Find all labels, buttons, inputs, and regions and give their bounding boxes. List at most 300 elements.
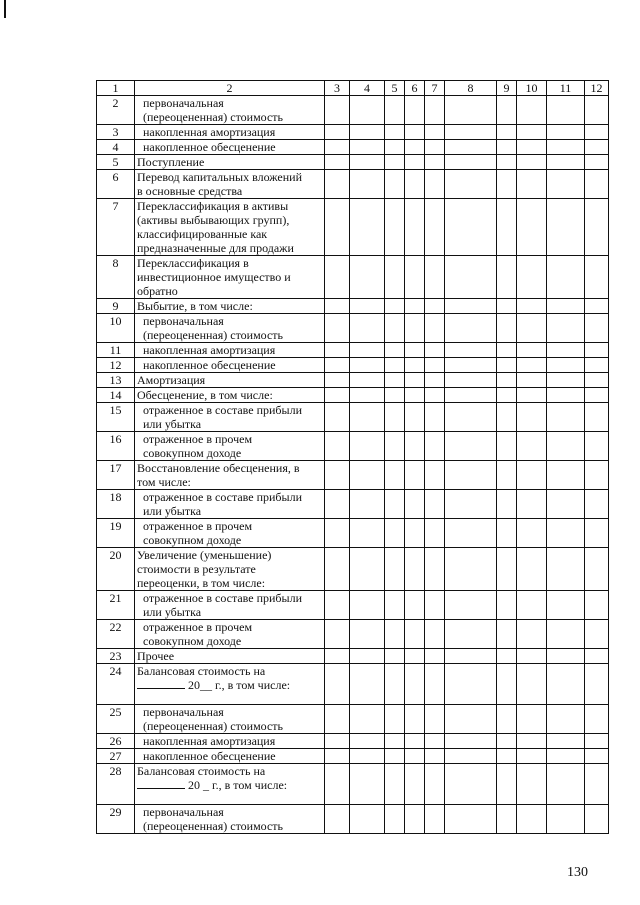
- empty-cell: [585, 170, 609, 199]
- row-label: [135, 343, 325, 358]
- empty-cell: [497, 256, 517, 299]
- empty-cell: [585, 805, 609, 834]
- row-number: 26: [97, 734, 135, 749]
- empty-cell: [585, 432, 609, 461]
- empty-cell: [385, 256, 405, 299]
- empty-cell: [405, 749, 425, 764]
- empty-cell: [405, 734, 425, 749]
- empty-cell: [445, 170, 497, 199]
- row-label-line: стоимости в результате: [137, 562, 256, 576]
- table-row: [97, 358, 609, 373]
- empty-cell: [517, 403, 547, 432]
- row-label-line: (переоцененная) стоимость: [143, 110, 284, 124]
- empty-cell: [350, 373, 385, 388]
- empty-cell: [425, 749, 445, 764]
- empty-cell: [350, 299, 385, 314]
- row-label: [135, 256, 325, 299]
- row-number: 11: [97, 343, 135, 358]
- empty-cell: [517, 358, 547, 373]
- empty-cell: [385, 299, 405, 314]
- empty-cell: [585, 490, 609, 519]
- table-row: [97, 388, 609, 403]
- empty-cell: [445, 490, 497, 519]
- empty-cell: [350, 170, 385, 199]
- empty-cell: [350, 343, 385, 358]
- empty-cell: [445, 620, 497, 649]
- empty-cell: [445, 548, 497, 591]
- row-label-line: или убытка: [143, 605, 202, 619]
- empty-cell: [585, 96, 609, 125]
- empty-cell: [585, 199, 609, 256]
- table-row: [97, 373, 609, 388]
- row-number: 15: [97, 403, 135, 432]
- empty-cell: [497, 620, 517, 649]
- row-label: [135, 519, 325, 548]
- empty-cell: [350, 155, 385, 170]
- empty-cell: [325, 170, 350, 199]
- empty-cell: [405, 299, 425, 314]
- row-label-line: обратно: [137, 284, 178, 298]
- empty-cell: [405, 764, 425, 805]
- empty-cell: [385, 432, 405, 461]
- row-label-line: отраженное в прочем: [143, 432, 253, 446]
- empty-cell: [547, 664, 585, 705]
- empty-cell: [497, 591, 517, 620]
- row-label-line: первоначальная: [143, 705, 224, 719]
- empty-cell: [445, 358, 497, 373]
- header-cell: 3: [325, 81, 350, 96]
- empty-cell: [547, 299, 585, 314]
- empty-cell: [405, 125, 425, 140]
- empty-cell: [350, 749, 385, 764]
- row-label: [135, 140, 325, 155]
- empty-cell: [547, 805, 585, 834]
- empty-cell: [547, 403, 585, 432]
- table-row: [97, 96, 609, 125]
- empty-cell: [547, 96, 585, 125]
- empty-cell: [405, 343, 425, 358]
- empty-cell: [325, 199, 350, 256]
- empty-cell: [497, 749, 517, 764]
- empty-cell: [517, 314, 547, 343]
- empty-cell: [585, 358, 609, 373]
- empty-cell: [325, 705, 350, 734]
- row-label-line: отраженное в прочем: [143, 620, 253, 634]
- empty-cell: [585, 140, 609, 155]
- empty-cell: [585, 403, 609, 432]
- row-number: 29: [97, 805, 135, 834]
- row-number: 4: [97, 140, 135, 155]
- empty-cell: [517, 649, 547, 664]
- spacer: [137, 692, 322, 704]
- empty-cell: [547, 199, 585, 256]
- row-number: 2: [97, 96, 135, 125]
- empty-cell: [325, 96, 350, 125]
- row-label-line: или убытка: [143, 417, 202, 431]
- empty-cell: [497, 461, 517, 490]
- empty-cell: [585, 519, 609, 548]
- row-number: 13: [97, 373, 135, 388]
- empty-cell: [517, 256, 547, 299]
- empty-cell: [425, 664, 445, 705]
- empty-cell: [445, 299, 497, 314]
- empty-cell: [497, 299, 517, 314]
- empty-cell: [405, 620, 425, 649]
- empty-cell: [405, 170, 425, 199]
- empty-cell: [547, 764, 585, 805]
- empty-cell: [517, 432, 547, 461]
- empty-cell: [585, 649, 609, 664]
- row-label-line: или убытка: [143, 504, 202, 518]
- row-label: [135, 649, 325, 664]
- empty-cell: [350, 734, 385, 749]
- row-number: 12: [97, 358, 135, 373]
- empty-cell: [325, 519, 350, 548]
- row-number: 28: [97, 764, 135, 805]
- row-label-line: Увеличение (уменьшение): [137, 548, 272, 562]
- empty-cell: [445, 140, 497, 155]
- row-label-line: (переоцененная) стоимость: [143, 328, 284, 342]
- empty-cell: [325, 388, 350, 403]
- header-cell: 5: [385, 81, 405, 96]
- row-label-line: совокупном доходе: [143, 533, 242, 547]
- date-fill-line: [137, 678, 322, 692]
- empty-cell: [405, 373, 425, 388]
- empty-cell: [497, 548, 517, 591]
- empty-cell: [325, 749, 350, 764]
- empty-cell: [405, 664, 425, 705]
- empty-cell: [350, 490, 385, 519]
- row-label-line: отраженное в составе прибыли: [143, 403, 303, 417]
- empty-cell: [405, 805, 425, 834]
- empty-cell: [425, 358, 445, 373]
- header-cell: 11: [547, 81, 585, 96]
- empty-cell: [350, 764, 385, 805]
- row-number: 17: [97, 461, 135, 490]
- empty-cell: [547, 432, 585, 461]
- empty-cell: [445, 461, 497, 490]
- empty-cell: [405, 705, 425, 734]
- empty-cell: [585, 664, 609, 705]
- empty-cell: [497, 734, 517, 749]
- empty-cell: [547, 649, 585, 664]
- empty-cell: [497, 664, 517, 705]
- row-label: [135, 96, 325, 125]
- empty-cell: [517, 548, 547, 591]
- empty-cell: [517, 199, 547, 256]
- table-row: [97, 764, 609, 805]
- empty-cell: [445, 373, 497, 388]
- row-label-line: накопленная амортизация: [143, 343, 276, 357]
- empty-cell: [325, 140, 350, 155]
- empty-cell: [445, 199, 497, 256]
- empty-cell: [350, 199, 385, 256]
- empty-cell: [405, 199, 425, 256]
- row-label: [135, 461, 325, 490]
- row-label: [135, 734, 325, 749]
- date-suffix: г., в том числе:: [215, 678, 291, 692]
- row-label-line: накопленное обесценение: [143, 749, 276, 763]
- empty-cell: [405, 461, 425, 490]
- empty-cell: [445, 403, 497, 432]
- date-fill-line: [137, 778, 322, 792]
- row-label: [135, 358, 325, 373]
- date-suffix: г., в том числе:: [212, 778, 288, 792]
- empty-cell: [385, 388, 405, 403]
- empty-cell: [585, 548, 609, 591]
- header-cell: 1: [97, 81, 135, 96]
- row-number: 25: [97, 705, 135, 734]
- empty-cell: [350, 256, 385, 299]
- table-row: [97, 548, 609, 591]
- empty-cell: [350, 432, 385, 461]
- empty-cell: [385, 519, 405, 548]
- empty-cell: [425, 314, 445, 343]
- report-table: [96, 80, 609, 834]
- row-label-line: Восстановление обесценения, в: [137, 461, 300, 475]
- empty-cell: [497, 314, 517, 343]
- empty-cell: [325, 548, 350, 591]
- empty-cell: [425, 256, 445, 299]
- empty-cell: [425, 591, 445, 620]
- row-label-line: том числе:: [137, 475, 191, 489]
- empty-cell: [425, 373, 445, 388]
- empty-cell: [425, 519, 445, 548]
- empty-cell: [405, 358, 425, 373]
- empty-cell: [585, 256, 609, 299]
- empty-cell: [517, 490, 547, 519]
- scan-edge-mark: [4, 0, 6, 18]
- empty-cell: [585, 734, 609, 749]
- row-number: 10: [97, 314, 135, 343]
- empty-cell: [517, 749, 547, 764]
- empty-cell: [425, 620, 445, 649]
- empty-cell: [547, 548, 585, 591]
- empty-cell: [517, 388, 547, 403]
- empty-cell: [350, 125, 385, 140]
- empty-cell: [385, 649, 405, 664]
- row-number: 7: [97, 199, 135, 256]
- row-label-line: первоначальная: [143, 314, 224, 328]
- row-label: [135, 314, 325, 343]
- empty-cell: [350, 664, 385, 705]
- row-label-line: первоначальная: [143, 805, 224, 819]
- empty-cell: [517, 519, 547, 548]
- empty-cell: [405, 314, 425, 343]
- empty-cell: [445, 155, 497, 170]
- table-row: [97, 490, 609, 519]
- empty-cell: [425, 649, 445, 664]
- empty-cell: [325, 343, 350, 358]
- empty-cell: [405, 649, 425, 664]
- empty-cell: [445, 649, 497, 664]
- empty-cell: [547, 140, 585, 155]
- empty-cell: [517, 125, 547, 140]
- empty-cell: [547, 155, 585, 170]
- empty-cell: [425, 490, 445, 519]
- row-label: [135, 388, 325, 403]
- row-label: [135, 299, 325, 314]
- row-label-line: Переклассификация в: [137, 256, 249, 270]
- empty-cell: [585, 764, 609, 805]
- empty-cell: [405, 519, 425, 548]
- empty-cell: [445, 343, 497, 358]
- empty-cell: [547, 170, 585, 199]
- row-label-line: накопленное обесценение: [143, 358, 276, 372]
- empty-cell: [405, 155, 425, 170]
- row-number: 14: [97, 388, 135, 403]
- empty-cell: [547, 314, 585, 343]
- empty-cell: [425, 403, 445, 432]
- empty-cell: [405, 403, 425, 432]
- empty-cell: [425, 199, 445, 256]
- empty-cell: [425, 140, 445, 155]
- empty-cell: [425, 548, 445, 591]
- empty-cell: [497, 199, 517, 256]
- empty-cell: [497, 705, 517, 734]
- empty-cell: [425, 461, 445, 490]
- empty-cell: [425, 705, 445, 734]
- empty-cell: [385, 461, 405, 490]
- empty-cell: [405, 388, 425, 403]
- empty-cell: [517, 96, 547, 125]
- row-label: [135, 155, 325, 170]
- empty-cell: [517, 299, 547, 314]
- empty-cell: [517, 170, 547, 199]
- empty-cell: [585, 314, 609, 343]
- table-row: [97, 199, 609, 256]
- empty-cell: [350, 388, 385, 403]
- table-row: [97, 155, 609, 170]
- empty-cell: [385, 620, 405, 649]
- table-body: [97, 96, 609, 834]
- empty-cell: [325, 649, 350, 664]
- row-label-line: переоценки, в том числе:: [137, 576, 266, 590]
- empty-cell: [425, 125, 445, 140]
- row-label-line: отраженное в прочем: [143, 519, 253, 533]
- empty-cell: [385, 314, 405, 343]
- row-label-line: отраженное в составе прибыли: [143, 490, 303, 504]
- empty-cell: [445, 519, 497, 548]
- row-number: 24: [97, 664, 135, 705]
- empty-cell: [325, 764, 350, 805]
- empty-cell: [350, 591, 385, 620]
- empty-cell: [585, 155, 609, 170]
- empty-cell: [547, 734, 585, 749]
- empty-cell: [445, 591, 497, 620]
- row-label: [135, 125, 325, 140]
- empty-cell: [325, 358, 350, 373]
- table-row: [97, 314, 609, 343]
- row-label: [135, 664, 325, 705]
- empty-cell: [445, 734, 497, 749]
- empty-cell: [385, 764, 405, 805]
- row-label-line: в основные средства: [137, 184, 243, 198]
- row-label-line: классифицированные как: [137, 227, 268, 241]
- empty-cell: [445, 805, 497, 834]
- empty-cell: [325, 314, 350, 343]
- empty-cell: [445, 432, 497, 461]
- row-label: [135, 749, 325, 764]
- empty-cell: [425, 432, 445, 461]
- empty-cell: [425, 734, 445, 749]
- empty-cell: [385, 749, 405, 764]
- row-label-line: накопленная амортизация: [143, 734, 276, 748]
- empty-cell: [517, 705, 547, 734]
- empty-cell: [445, 314, 497, 343]
- empty-cell: [325, 155, 350, 170]
- empty-cell: [385, 170, 405, 199]
- row-label: [135, 490, 325, 519]
- empty-cell: [405, 140, 425, 155]
- row-label-line: (активы выбывающих групп),: [137, 213, 290, 227]
- empty-cell: [385, 155, 405, 170]
- empty-cell: [445, 256, 497, 299]
- empty-cell: [497, 649, 517, 664]
- header-cell: 7: [425, 81, 445, 96]
- empty-cell: [350, 649, 385, 664]
- row-label: [135, 548, 325, 591]
- table-row: [97, 403, 609, 432]
- empty-cell: [350, 548, 385, 591]
- empty-cell: [425, 388, 445, 403]
- empty-cell: [350, 519, 385, 548]
- row-label: [135, 199, 325, 256]
- empty-cell: [385, 548, 405, 591]
- empty-cell: [350, 314, 385, 343]
- empty-cell: [517, 664, 547, 705]
- empty-cell: [517, 620, 547, 649]
- empty-cell: [405, 256, 425, 299]
- empty-cell: [497, 519, 517, 548]
- empty-cell: [385, 96, 405, 125]
- empty-cell: [385, 343, 405, 358]
- empty-cell: [425, 96, 445, 125]
- empty-cell: [385, 358, 405, 373]
- empty-cell: [325, 734, 350, 749]
- row-number: 9: [97, 299, 135, 314]
- header-cell: 4: [350, 81, 385, 96]
- row-label-line: (переоцененная) стоимость: [143, 719, 284, 733]
- empty-cell: [547, 490, 585, 519]
- empty-cell: [385, 199, 405, 256]
- row-label-line: инвестиционное имущество и: [137, 270, 291, 284]
- table-row: [97, 170, 609, 199]
- empty-cell: [350, 140, 385, 155]
- empty-cell: [497, 170, 517, 199]
- empty-cell: [547, 749, 585, 764]
- row-label-line: накопленная амортизация: [143, 125, 276, 139]
- table-row: [97, 620, 609, 649]
- empty-cell: [517, 805, 547, 834]
- empty-cell: [547, 591, 585, 620]
- row-label-line: Перевод капитальных вложений: [137, 170, 303, 184]
- empty-cell: [350, 620, 385, 649]
- empty-cell: [497, 388, 517, 403]
- empty-cell: [585, 343, 609, 358]
- table-row: [97, 125, 609, 140]
- empty-cell: [385, 140, 405, 155]
- date-blank: [137, 788, 185, 789]
- empty-cell: [585, 620, 609, 649]
- empty-cell: [547, 519, 585, 548]
- row-label: [135, 170, 325, 199]
- header-cell: 6: [405, 81, 425, 96]
- empty-cell: [405, 490, 425, 519]
- header-cell: 2: [135, 81, 325, 96]
- empty-cell: [517, 343, 547, 358]
- empty-cell: [585, 125, 609, 140]
